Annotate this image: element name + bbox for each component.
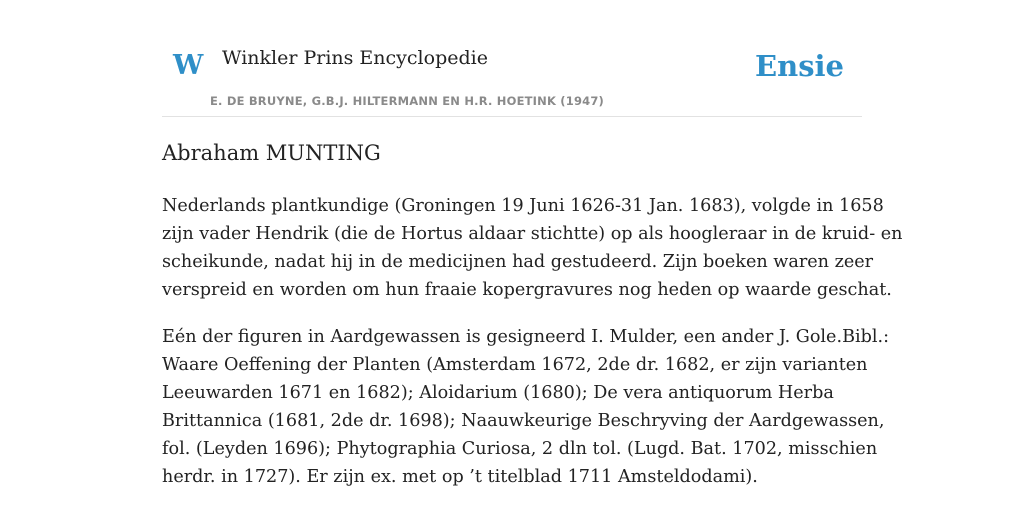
paragraph-line: herdr. in 1727). Er zijn ex. met op ’t titelblad 1711 Amsteldodami). bbox=[162, 467, 758, 487]
paragraph-line: Nederlands plantkundige (Groningen 19 Juni 1626-31 Jan. 1683), volgde in 1658 bbox=[162, 196, 884, 216]
publication-authors: E. DE BRUYNE, G.B.J. HILTERMANN EN H.R. HOETINK (1947) bbox=[210, 94, 605, 108]
paragraph-line: Leeuwarden 1671 en 1682); Aloidarium (1680); De vera antiquorum Herba bbox=[162, 383, 834, 403]
entry-paragraph-2 bbox=[162, 323, 890, 491]
publication-logo-icon[interactable]: W bbox=[173, 50, 204, 81]
entry-paragraph-1 bbox=[162, 192, 903, 304]
paragraph-line: Brittannica (1681, 2de dr. 1698); Naauwkeurige Beschryving der Aardgewassen, bbox=[162, 411, 885, 431]
paragraph-line: Eén der figuren in Aardgewassen is gesigneerd I. Mulder, een ander J. Gole.Bibl.: bbox=[162, 327, 890, 347]
page-header bbox=[162, 0, 862, 117]
paragraph-line: verspreid en worden om hun fraaie kopergravures nog heden op waarde geschat. bbox=[162, 280, 892, 300]
paragraph-line: Waare Oeffening der Planten (Amsterdam 1672, 2de dr. 1682, er zijn varianten bbox=[162, 355, 868, 375]
paragraph-line: zijn vader Hendrik (die de Hortus aldaar stichtte) op als hoogleraar in de kruid- en bbox=[162, 224, 903, 244]
site-brand-link[interactable]: Ensie bbox=[755, 49, 844, 83]
paragraph-line: fol. (Leyden 1696); Phytographia Curiosa, 2 dln tol. (Lugd. Bat. 1702, misschien bbox=[162, 439, 878, 459]
paragraph-line: scheikunde, nadat hij in de medicijnen had gestudeerd. Zijn boeken waren zeer bbox=[162, 252, 874, 272]
entry-title: Abraham MUNTING bbox=[162, 141, 381, 165]
publication-title[interactable]: Winkler Prins Encyclopedie bbox=[222, 47, 488, 69]
